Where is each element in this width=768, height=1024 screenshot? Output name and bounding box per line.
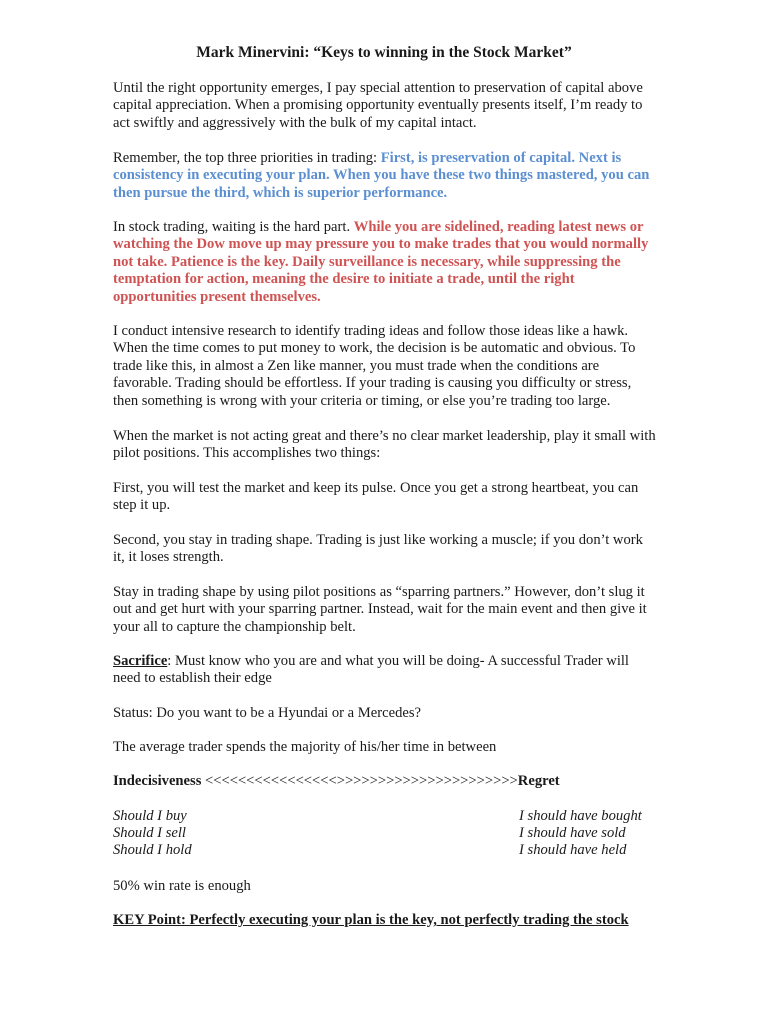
arrow-spectrum: <<<<<<<<<<<<<<<<>>>>>>>>>>>>>>>>>>>>>> [205,773,518,789]
indecisiveness-regret-line [113,773,658,790]
key-point: KEY Point: Perfectly executing your plan is the key, not perfectly trading the stock [113,912,629,928]
priorities-intro: Remember, the top three priorities in trading: [113,150,381,166]
paragraph-sparring: Stay in trading shape by using pilot positions as “sparring partners.” However, don’t slug it out and get hurt with your sparring partner. Instead, wait for the main event and then give it your all to capture the championship belt. [113,584,647,635]
question-left: Should I buy [113,808,187,824]
indecisiveness-label: Indecisiveness [113,773,206,789]
document-title: Mark Minervini: “Keys to winning in the Stock Market” [196,44,572,61]
question-left: Should I sell [113,825,186,841]
question-left: Should I hold [113,842,192,858]
paragraph-win-rate: 50% win rate is enough [113,878,251,894]
regret-label: Regret [517,773,560,789]
question-right: I should have bought [519,808,642,824]
paragraph-priorities [113,150,658,202]
paragraph-second: Second, you stay in trading shape. Trading is just like working a muscle; if you don’t work it, it loses strength. [113,532,643,566]
sacrifice-label: Sacrifice [113,653,168,669]
question-right: I should have held [519,842,627,858]
paragraph-research: I conduct intensive research to identify trading ideas and follow those ideas like a hawk. When the time comes to put money to work, the decision is be automatic and obvious. To trade like this, in almost a Zen like manner, you must trade when the conditions are favorable. Trading should be effortless. If your trading is causing you difficulty or stress, then something is wrong with your criteria or timing, or else you’re trading too large. [113,323,636,409]
paragraph-waiting [113,219,658,306]
paragraph-pilot-positions: When the market is not acting great and there’s no clear market leadership, play it small with pilot positions. This accomplishes two things: [113,428,656,462]
priorities-highlight: First, is preservation of capital. Next is consistency in executing your plan. When you have these two things mastered, you can then pursue the third, which is superior performance. [113,150,650,201]
paragraph-preservation: Until the right opportunity emerges, I pay special attention to preservation of capital above capital appreciation. When a promising opportunity eventually presents itself, I’m ready to act swiftly and aggressively with the bulk of my capital intact. [113,80,643,131]
waiting-intro: In stock trading, waiting is the hard part. [113,219,354,235]
question-right: I should have sold [519,825,626,841]
paragraph-sacrifice [113,653,658,688]
paragraph-status: Status: Do you want to be a Hyundai or a Mercedes? [113,705,422,721]
waiting-highlight: While you are sidelined, reading latest news or watching the Dow move up may pressure you to make trades that you would normally not take. Patience is the key. Daily surveillance is necessary, while suppressing the temptation for action, meaning the desire to initiate a trade, until the right opportunities present themselves. [113,219,649,305]
paragraph-first: First, you will test the market and keep its pulse. Once you get a strong heartbeat, you can step it up. [113,480,639,514]
sacrifice-text: : Must know who you are and what you will be doing- A successful Trader will need to establish their edge [113,653,629,687]
paragraph-average-trader: The average trader spends the majority of his/her time in between [113,739,497,755]
